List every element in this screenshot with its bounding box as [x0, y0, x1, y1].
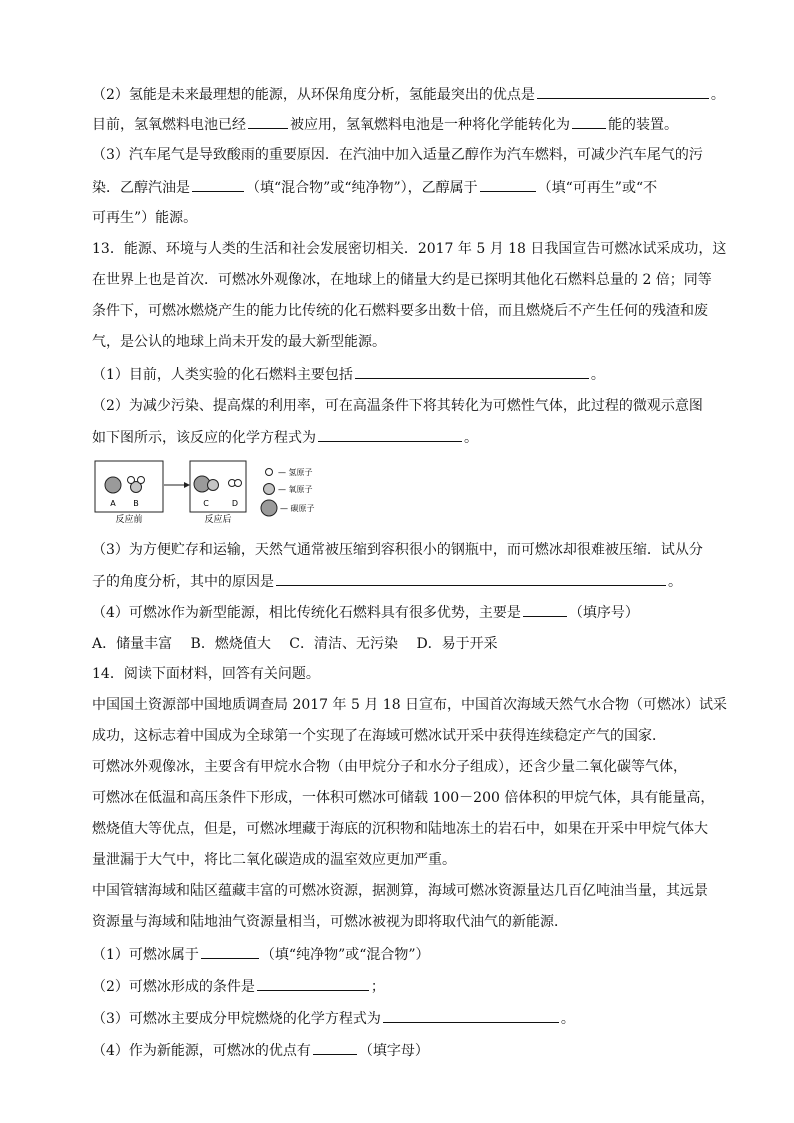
carbon-atom-icon	[105, 477, 121, 493]
hydrogen-atom-icon	[138, 477, 145, 484]
answer-blank[interactable]	[276, 569, 666, 586]
q13-part1-end: 。	[590, 367, 605, 383]
q12-part2-text: （2）氢能是未来最理想的能源，从环保角度分析，氢能最突出的优点是	[92, 87, 535, 103]
answer-blank[interactable]	[248, 112, 288, 129]
legend-oxygen-icon	[264, 484, 275, 495]
q14-part2	[92, 974, 708, 998]
q13-part3-text: 子的角度分析，其中的原因是	[92, 574, 274, 590]
q14-material-2-line2	[92, 786, 715, 810]
q13-options	[92, 632, 708, 656]
legend-hydrogen-label: — 氢原子	[278, 468, 313, 477]
q13-intro-line4	[92, 330, 708, 354]
q14-part2-end: ；	[370, 979, 385, 995]
q14-material-text: 资源量与海域和陆地油气资源量相当，可燃冰被视为即将取代油气的新能源．	[92, 914, 568, 930]
q14-title	[92, 662, 708, 686]
q14-material-text: 成功，这标志着中国成为全球第一个实现了在海域可燃冰试开采中获得连续稳定产气的国家．	[92, 728, 666, 744]
q13-part4	[92, 600, 708, 624]
q13-part4-text: （4）可燃冰作为新型能源，相比传统化石燃料具有很多优势，主要是	[92, 605, 521, 621]
legend-carbon-label: — 碳原子	[280, 504, 315, 513]
q12-part2-line1	[92, 82, 725, 106]
q13-options-text: A．储量丰富 B．燃烧值大 C．清洁、无污染 D．易于开采	[92, 636, 498, 652]
oxygen-atom-icon	[208, 480, 219, 491]
q14-material-1-line2	[92, 724, 708, 748]
q12-part2-text: 目前，氢氧燃料电池已经	[92, 117, 246, 133]
q12-part3-line2	[92, 175, 708, 199]
q14-part3	[92, 1006, 708, 1030]
q13-part2-text: （2）为减少污染、提高煤的利用率，可在高温条件下将其转化为可燃性气体，此过程的微观示意图	[92, 398, 703, 414]
label-after: 反应后	[204, 515, 232, 525]
hydrogen-atom-icon	[128, 477, 135, 484]
answer-blank[interactable]	[257, 974, 369, 991]
q12-part2-text: 被应用，氢氧燃料电池是一种将化学能转化为	[290, 117, 570, 133]
q13-intro-line1	[92, 237, 727, 261]
q14-part2-text: （2）可燃冰形成的条件是	[92, 979, 255, 995]
q14-material-text: 中国管辖海域和陆区蕴藏丰富的可燃冰资源，据测算，海域可燃冰资源量达几百亿吨油当量，其远景	[92, 883, 708, 899]
q13-part4-end: （填序号）	[568, 605, 639, 621]
answer-blank[interactable]	[355, 362, 589, 379]
q13-part3-line1	[92, 538, 708, 562]
legend-hydrogen-icon	[266, 469, 273, 476]
q13-intro-text: 气，是公认的地球上尚未开发的最大新型能源。	[92, 334, 386, 350]
q14-material-2-line1	[92, 755, 708, 779]
q14-material-3-line1	[92, 879, 708, 903]
q12-part3-text: （填“可再生”或“不	[537, 180, 658, 196]
q14-part1	[92, 942, 708, 966]
q14-part4-text: （4）作为新能源，可燃冰的优点有	[92, 1043, 311, 1059]
answer-blank[interactable]	[313, 1038, 357, 1055]
legend-carbon-icon	[261, 500, 277, 516]
q14-material-text: 量泄漏于大气中，将比二氧化碳造成的温室效应更加严重。	[92, 852, 456, 868]
q13-part3-text: （3）为方便贮存和运输，天然气通常被压缩到容积很小的钢瓶中，而可燃冰却很难被压缩．试从分	[92, 542, 703, 558]
molecule-label-b: B	[133, 499, 139, 508]
q12-part3-text: 染．乙醇汽油是	[92, 180, 190, 196]
answer-blank[interactable]	[201, 942, 259, 959]
q12-part2-text: 能的装置。	[608, 117, 678, 133]
q14-material-3-line2	[92, 910, 708, 934]
molecule-label-d: D	[231, 499, 239, 508]
legend-oxygen-label: — 氧原子	[278, 485, 313, 494]
answer-blank[interactable]	[537, 82, 709, 99]
q14-material-text: 可燃冰外观像冰，主要含有甲烷水合物（由甲烷分子和水分子组成），还含少量二氧化碳等气体，	[92, 759, 687, 775]
q12-part3-line1	[92, 143, 708, 167]
q14-material-text: 可燃冰在低温和高压条件下形成，一体积可燃冰可储载 100－200 倍体积的甲烷气体，具有能量高，	[92, 790, 715, 806]
q13-intro-text: 13．能源、环境与人类的生活和社会发展密切相关．2017 年 5 月 18 日我国宣告可燃冰试采成功，这	[92, 241, 727, 257]
q12-part3-line3	[92, 206, 708, 230]
q14-part1-end: （填“纯净物”或“混合物”）	[260, 947, 430, 963]
answer-blank[interactable]	[480, 175, 536, 192]
q12-part3-text: 可再生”）能源。	[92, 210, 198, 226]
arrow-head-icon	[184, 482, 190, 488]
q12-part2-end: 。	[710, 87, 725, 103]
answer-blank[interactable]	[383, 1006, 559, 1023]
q14-material-2-line4	[92, 848, 708, 872]
answer-blank[interactable]	[192, 175, 244, 192]
reaction-diagram	[94, 460, 364, 526]
q12-part3-text: （3）汽车尾气是导致酸雨的重要原因．在汽油中加入适量乙醇作为汽车燃料，可减少汽车尾气的污	[92, 147, 703, 163]
q13-part1-text: （1）目前，人类实验的化石燃料主要包括	[92, 367, 353, 383]
q13-intro-text: 在世界上也是首次．可燃冰外观像冰，在地球上的储量大约是已探明其他化石燃料总量的 2 倍；同等	[92, 272, 712, 288]
q13-intro-text: 条件下，可燃冰燃烧产生的能力比传统的化石燃料要多出数十倍，而且燃烧后不产生任何的残渣和废	[92, 303, 708, 319]
q14-material-2-line3	[92, 817, 708, 841]
q14-part3-text: （3）可燃冰主要成分甲烷燃烧的化学方程式为	[92, 1011, 381, 1027]
q13-part2-end: 。	[464, 430, 478, 446]
answer-blank[interactable]	[523, 600, 567, 617]
q13-part2-line1	[92, 394, 708, 418]
q14-material-1-line1	[92, 693, 728, 717]
q14-part4-end: （填字母）	[358, 1043, 429, 1059]
q14-material-text: 燃烧值大等优点，但是，可燃冰埋藏于海底的沉积物和陆地冻土的岩石中，如果在开采中甲烷气体大	[92, 821, 708, 837]
q14-part1-text: （1）可燃冰属于	[92, 947, 199, 963]
q14-title-text: 14．阅读下面材料，回答有关问题。	[92, 666, 320, 682]
q14-material-text: 中国国土资源部中国地质调查局 2017 年 5 月 18 日宣布，中国首次海域天然气水合物（可燃冰）试采	[92, 697, 728, 713]
q13-part1	[92, 362, 708, 386]
q13-part3-end: 。	[668, 574, 682, 590]
molecule-label-c: C	[203, 499, 209, 508]
label-before: 反应前	[115, 515, 143, 525]
q12-part2-line2	[92, 112, 708, 136]
q13-part2-line2	[92, 425, 708, 449]
q13-intro-line2	[92, 268, 712, 292]
q13-part2-text: 如下图所示，该反应的化学方程式为	[92, 430, 316, 446]
q14-part3-end: 。	[560, 1011, 575, 1027]
answer-blank[interactable]	[572, 112, 606, 129]
hydrogen-atom-icon	[235, 480, 242, 487]
q14-part4	[92, 1038, 708, 1062]
q12-part3-text: （填“混合物”或“纯净物”），乙醇属于	[246, 180, 478, 196]
q13-part3-line2	[92, 569, 708, 593]
q13-intro-line3	[92, 299, 708, 323]
answer-blank[interactable]	[318, 425, 462, 442]
molecule-label-a: A	[110, 499, 116, 508]
